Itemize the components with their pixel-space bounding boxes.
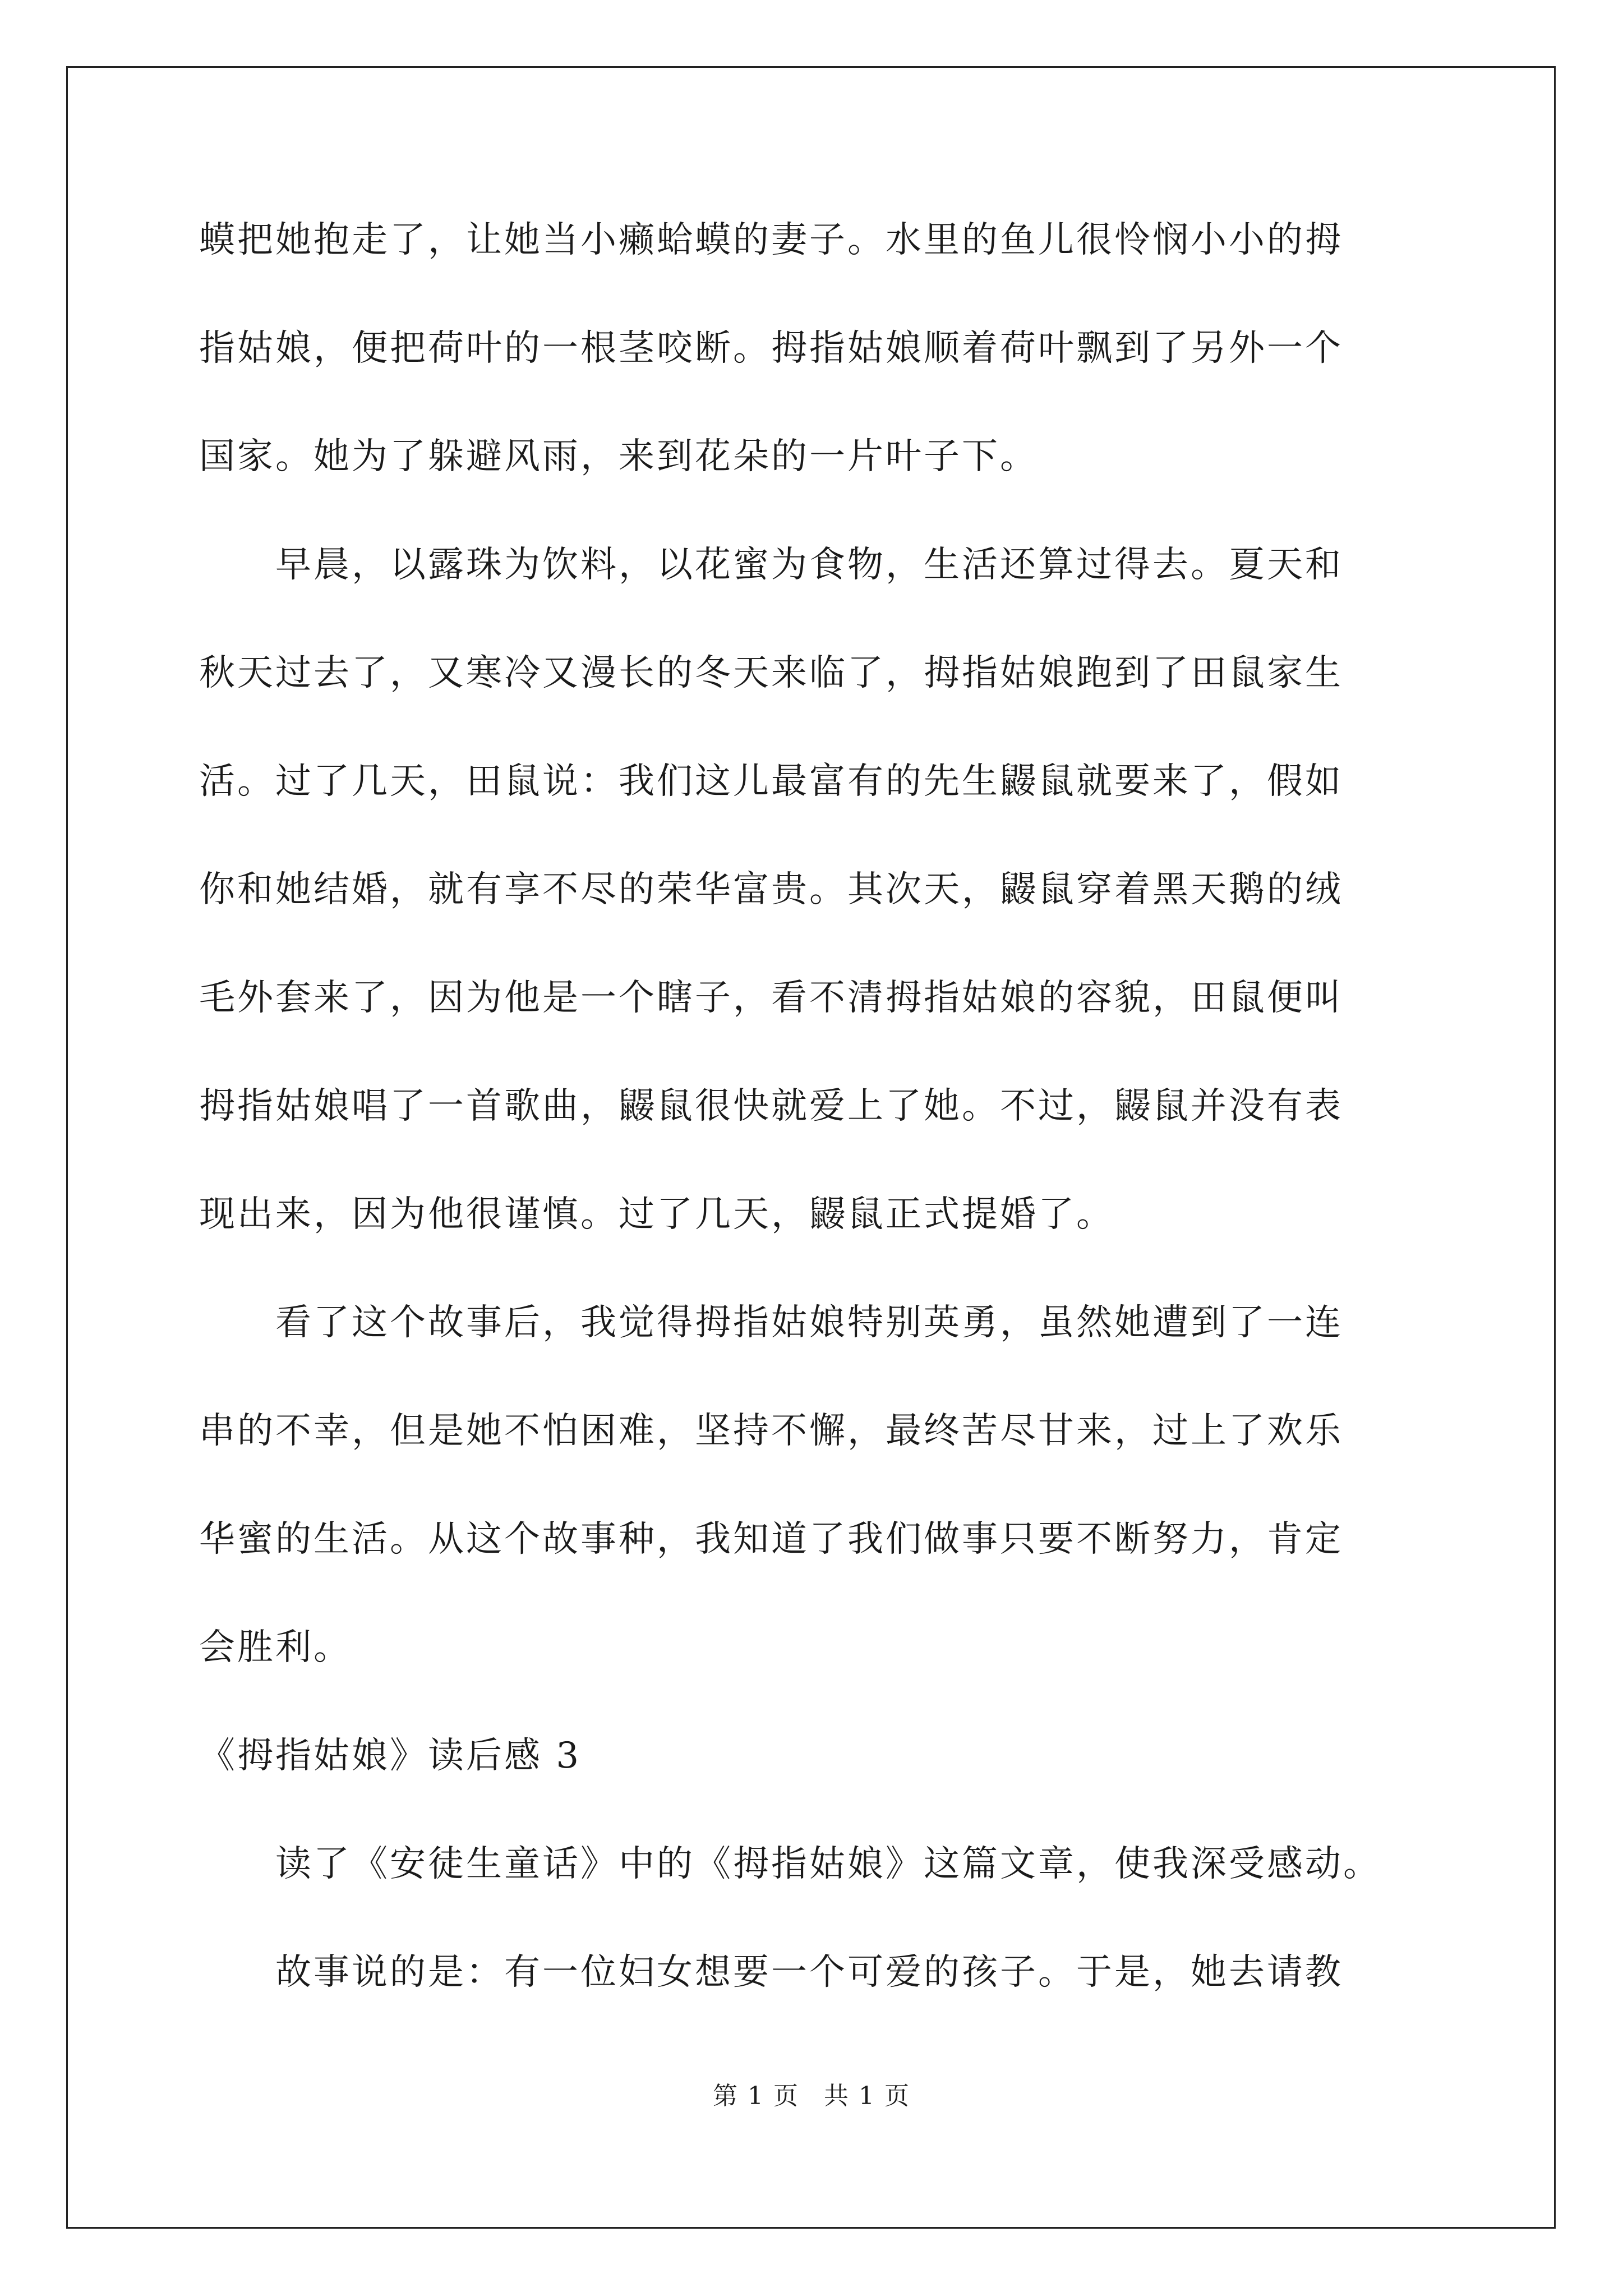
text-line: 国家。她为了躲避风雨，来到花朵的一片叶子下。 [199, 436, 1038, 477]
document-body [199, 213, 1433, 2054]
text-line: 拇指姑娘唱了一首歌曲，鼹鼠很快就爱上了她。不过，鼹鼠并没有表 [199, 1085, 1343, 1127]
page-total: 共 1 页 [824, 2082, 910, 2110]
text-line: 串的不幸，但是她不怕困难，坚持不懈，最终苦尽甘来，过上了欢乐 [199, 1410, 1343, 1452]
text-line: 看了这个故事后，我觉得拇指姑娘特别英勇，虽然她遭到了一连 [199, 1302, 1343, 1343]
text-line: 早晨，以露珠为饮料，以花蜜为食物，生活还算过得去。夏天和 [199, 544, 1343, 586]
text-line: 会胜利。 [199, 1627, 352, 1668]
text-line: 现出来，因为他很谨慎。过了几天，鼹鼠正式提婚了。 [199, 1194, 1114, 1235]
text-line: 你和她结婚，就有享不尽的荣华富贵。其次天，鼹鼠穿着黑天鹅的绒 [199, 869, 1343, 910]
text-line: 故事说的是：有一位妇女想要一个可爱的孩子。于是，她去请教 [199, 1952, 1343, 1993]
text-line: 秋天过去了，又寒冷又漫长的冬天来临了，拇指姑娘跑到了田鼠家生 [199, 652, 1343, 694]
text-line: 蟆把她抱走了，让她当小癞蛤蟆的妻子。水里的鱼儿很怜悯小小的拇 [199, 219, 1343, 261]
page-footer [0, 2076, 1623, 2111]
text-line: 活。过了几天，田鼠说：我们这儿最富有的先生鼹鼠就要来了，假如 [199, 761, 1343, 802]
text-line: 指姑娘，便把荷叶的一根茎咬断。拇指姑娘顺着荷叶飘到了另外一个 [199, 328, 1343, 369]
text-line: 读了《安徒生童话》中的《拇指姑娘》这篇文章，使我深受感动。 [199, 1843, 1381, 1885]
text-line: 华蜜的生活。从这个故事种，我知道了我们做事只要不断努力，肯定 [199, 1519, 1343, 1560]
text-line: 毛外套来了，因为他是一个瞎子，看不清拇指姑娘的容貌，田鼠便叫 [199, 977, 1343, 1019]
page-number: 第 1 页 [713, 2082, 799, 2110]
section-heading: 《拇指姑娘》读后感 3 [199, 1735, 582, 1777]
